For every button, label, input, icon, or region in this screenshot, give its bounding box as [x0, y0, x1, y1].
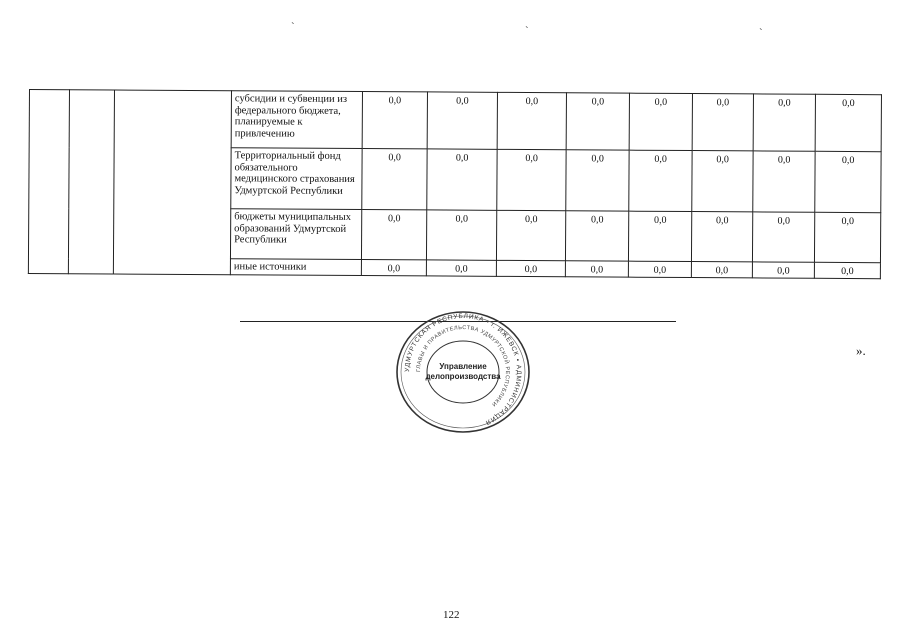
- value-cell: 0,0: [628, 261, 691, 277]
- value-cell: 0,0: [362, 92, 427, 149]
- value-cell: 0,0: [565, 211, 628, 261]
- value-cell: 0,0: [815, 151, 881, 212]
- value-cell: 0,0: [497, 149, 566, 210]
- value-cell: 0,0: [814, 212, 880, 262]
- seal-center-line-1: Управление: [439, 362, 487, 371]
- value-cell: 0,0: [692, 94, 753, 151]
- value-cell: 0,0: [427, 149, 497, 210]
- value-cell: 0,0: [496, 260, 565, 276]
- value-cell: 0,0: [497, 92, 566, 149]
- value-cell: 0,0: [629, 93, 692, 150]
- value-cell: 0,0: [691, 212, 752, 262]
- empty-cell: [113, 90, 231, 274]
- funding-table: [28, 89, 882, 279]
- value-cell: 0,0: [426, 210, 496, 260]
- value-cell: 0,0: [752, 262, 814, 278]
- value-cell: 0,0: [427, 92, 497, 149]
- table-row: [29, 90, 881, 152]
- funding-source-cell: бюджеты муниципальных образований Удмуртской Республики: [230, 209, 361, 260]
- closing-quote-mark: ».: [856, 343, 866, 358]
- page-number: 122: [443, 609, 460, 621]
- value-cell: 0,0: [566, 93, 629, 150]
- empty-cell: [28, 90, 69, 274]
- official-seal: [393, 310, 533, 435]
- funding-source-cell: Территориальный фонд обязательного медицинского страхования Удмуртской Республики: [231, 148, 362, 210]
- value-cell: 0,0: [426, 260, 496, 276]
- value-cell: 0,0: [565, 261, 628, 277]
- funding-source-cell: субсидии и субвенции из федерального бюджета, планируемые к привлечению: [231, 91, 362, 149]
- value-cell: 0,0: [629, 150, 692, 211]
- scan-mark: `: [291, 21, 295, 33]
- value-cell: 0,0: [752, 212, 814, 262]
- value-cell: 0,0: [815, 94, 881, 151]
- scan-mark: `: [525, 25, 529, 37]
- value-cell: 0,0: [753, 151, 815, 212]
- value-cell: 0,0: [692, 151, 753, 212]
- value-cell: 0,0: [628, 211, 691, 261]
- value-cell: 0,0: [361, 260, 426, 276]
- value-cell: 0,0: [361, 210, 426, 260]
- empty-cell: [68, 90, 114, 274]
- seal-center-line-2: делопроизводства: [425, 372, 501, 381]
- value-cell: 0,0: [814, 262, 880, 278]
- scan-mark: `: [759, 27, 763, 39]
- seal-inner-text-path: ГЛАВЫ И ПРАВИТЕЛЬСТВА УДМУРТСКОЙ РЕСПУБЛИКИ: [415, 324, 511, 408]
- seal-outer-text-path: УДМУРТСКАЯ РЕСПУБЛИКА • г. ИЖЕВСК • АДМИНИСТРАЦИЯ: [403, 312, 523, 427]
- value-cell: 0,0: [362, 149, 427, 210]
- value-cell: 0,0: [691, 262, 752, 278]
- funding-source-cell: иные источники: [230, 259, 361, 275]
- value-cell: 0,0: [566, 150, 629, 211]
- value-cell: 0,0: [753, 94, 815, 151]
- value-cell: 0,0: [496, 210, 565, 260]
